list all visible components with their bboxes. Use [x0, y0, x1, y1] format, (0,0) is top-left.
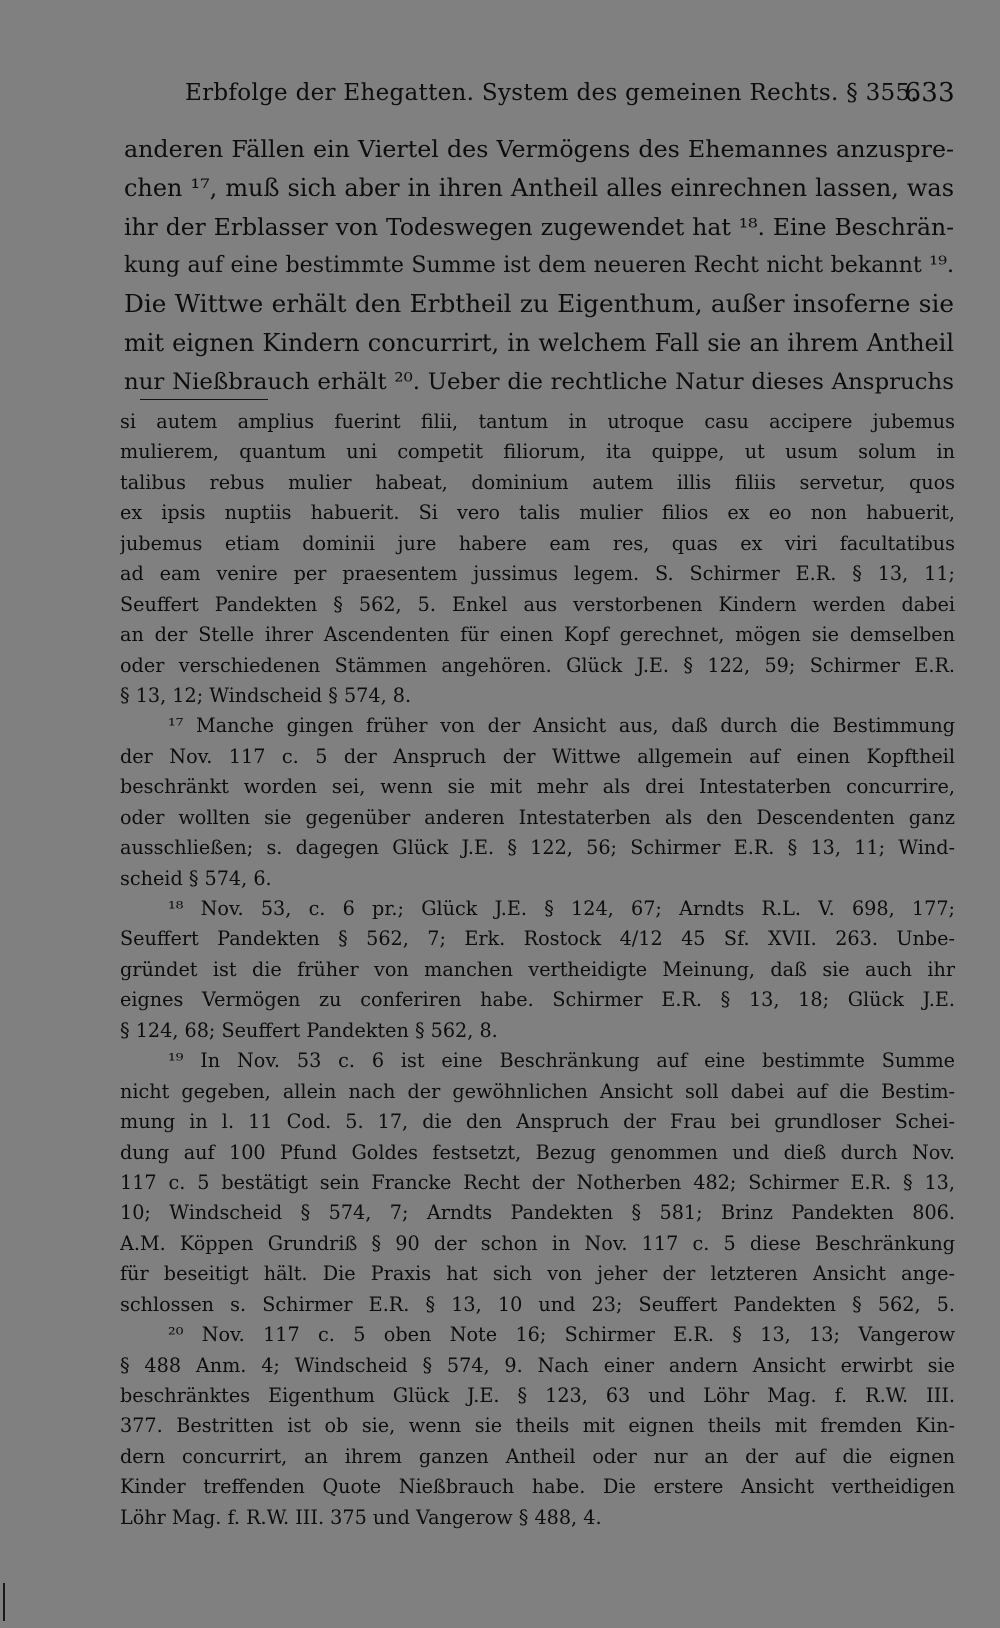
footnote-line: an der Stelle ihrer Ascendenten für einen Kopf gerechnet, mögen sie demselben — [120, 623, 955, 647]
footnote-line: oder verschiedenen Stämmen angehören. Glück J.E. § 122, 59; Schirmer E.R. — [120, 653, 955, 677]
footnote-line: Löhr Mag. f. R.W. III. 375 und Vangerow § 488, 4. — [120, 1505, 602, 1529]
footnote-line: mulierem, quantum uni competit filiorum, ita quippe, ut usum solum in — [120, 440, 955, 464]
footnote-line: beschränkt worden sei, wenn sie mit mehr als drei Intestaterben concurrire, — [120, 775, 955, 799]
footnote-line: oder wollten sie gegenüber anderen Intestaterben als den Descendenten ganz — [120, 805, 955, 829]
footnote-line: talibus rebus mulier habeat, dominium autem illis filiis servetur, quos — [120, 470, 955, 494]
page-number: 633 — [904, 78, 955, 108]
footnote-line: 377. Bestritten ist ob sie, wenn sie theils mit eignen theils mit fremden Kin- — [120, 1414, 955, 1438]
footnote-line: dung auf 100 Pfund Goldes festsetzt, Bezug genommen und dieß durch Nov. — [120, 1140, 955, 1164]
footnote-line: scheid § 574, 6. — [120, 866, 272, 890]
footnote-line: jubemus etiam dominii jure habere eam res, quas ex viri facultatibus — [120, 531, 955, 555]
footnote-separator — [140, 399, 268, 400]
body-line: ihr der Erblasser von Todeswegen zugewendet hat ¹⁸. Eine Beschrän- — [124, 212, 954, 241]
footnote-line: Seuffert Pandekten § 562, 5. Enkel aus verstorbenen Kindern werden dabei — [120, 592, 955, 616]
body-line: kung auf eine bestimmte Summe ist dem neueren Recht nicht bekannt ¹⁹. — [124, 252, 954, 279]
footnote-line: ausschließen; s. dagegen Glück J.E. § 122, 56; Schirmer E.R. § 13, 11; Wind- — [120, 836, 955, 860]
footnote-line: mung in l. 11 Cod. 5. 17, die den Anspruch der Frau bei grundloser Schei- — [120, 1110, 955, 1134]
footnote-line: si autem amplius fuerint filii, tantum in utroque casu accipere jubemus — [120, 410, 955, 433]
footnote-line: beschränktes Eigenthum Glück J.E. § 123, 63 und Löhr Mag. f. R.W. III. — [120, 1384, 955, 1407]
footnote-line: eignes Vermögen zu conferiren habe. Schirmer E.R. § 13, 18; Glück J.E. — [120, 988, 955, 1012]
footnote-line: gründet ist die früher von manchen vertheidigte Meinung, daß sie auch ihr — [120, 957, 955, 981]
footnote-line: ad eam venire per praesentem jussimus legem. S. Schirmer E.R. § 13, 11; — [120, 562, 955, 586]
body-line: Die Wittwe erhält den Erbtheil zu Eigenthum, außer insoferne sie — [124, 289, 954, 319]
footnote-line: Kinder treffenden Quote Nießbrauch habe. Die erstere Ansicht vertheidigen — [120, 1475, 955, 1499]
body-line: anderen Fällen ein Viertel des Vermögens des Ehemannes anzuspre- — [124, 135, 954, 163]
footnote-line: nicht gegeben, allein nach der gewöhnlichen Ansicht soll dabei auf die Bestim- — [120, 1079, 955, 1103]
footnote-line: 117 c. 5 bestätigt sein Francke Recht der Notherben 482; Schirmer E.R. § 13, — [120, 1170, 955, 1194]
header-title: Erbfolge der Ehegatten. System des gemeinen Rechts. § 355. — [185, 80, 919, 106]
body-line: nur Nießbrauch erhält ²⁰. Ueber die rechtliche Natur dieses Anspruchs — [124, 368, 954, 395]
footnote-line: für beseitigt hält. Die Praxis hat sich von jeher der letzteren Ansicht ange- — [120, 1262, 955, 1286]
footnote-17-start: ¹⁷ Manche gingen früher von der Ansicht aus, daß durch die Bestimmung — [168, 714, 955, 738]
footnote-line: § 13, 12; Windscheid § 574, 8. — [120, 683, 412, 707]
running-header — [185, 72, 955, 112]
footnote-line: dern concurrirt, an ihrem ganzen Antheil oder nur an der auf die eignen — [120, 1444, 955, 1468]
footnote-19-start: ¹⁹ In Nov. 53 c. 6 ist eine Beschränkung auf eine bestimmte Summe — [168, 1049, 955, 1073]
body-line: chen ¹⁷, muß sich aber in ihren Antheil alles einrechnen lassen, was — [124, 173, 954, 202]
footnote-line: ex ipsis nuptiis habuerit. Si vero talis mulier filios ex eo non habuerit, — [120, 501, 955, 525]
body-text — [124, 130, 954, 402]
footnotes — [120, 407, 955, 1533]
footnote-line: § 124, 68; Seuffert Pandekten § 562, 8. — [120, 1018, 498, 1042]
footnote-line: schlossen s. Schirmer E.R. § 13, 10 und 23; Seuffert Pandekten § 562, 5. — [120, 1292, 955, 1316]
scan-edge-mark — [3, 1583, 5, 1621]
footnote-line: 10; Windscheid § 574, 7; Arndts Pandekten § 581; Brinz Pandekten 806. — [120, 1201, 955, 1225]
footnote-line: § 488 Anm. 4; Windscheid § 574, 9. Nach einer andern Ansicht erwirbt sie — [120, 1353, 955, 1377]
footnote-line: Seuffert Pandekten § 562, 7; Erk. Rostock 4/12 45 Sf. XVII. 263. Unbe- — [120, 927, 955, 951]
footnote-20-start: ²⁰ Nov. 117 c. 5 oben Note 16; Schirmer E.R. § 13, 13; Vangerow — [168, 1323, 955, 1347]
footnote-18-start: ¹⁸ Nov. 53, c. 6 pr.; Glück J.E. § 124, 67; Arndts R.L. V. 698, 177; — [168, 897, 955, 920]
body-line: mit eignen Kindern concurrirt, in welchem Fall sie an ihrem Antheil — [124, 328, 954, 357]
footnote-line: der Nov. 117 c. 5 der Anspruch der Wittwe allgemein auf einen Kopftheil — [120, 744, 955, 768]
footnote-line: A.M. Köppen Grundriß § 90 der schon in Nov. 117 c. 5 diese Beschränkung — [120, 1231, 955, 1255]
